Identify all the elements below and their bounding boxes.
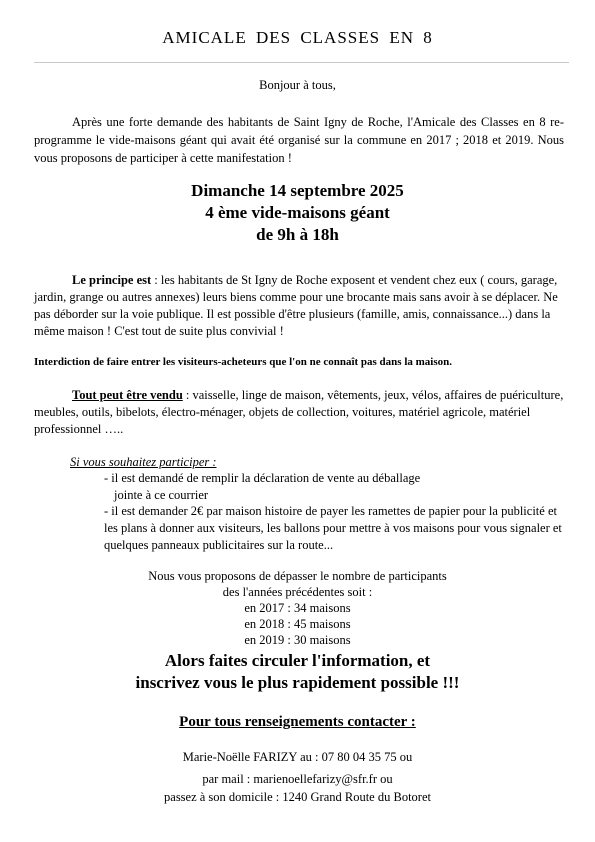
event-block <box>0 180 595 246</box>
intro-paragraph: Après une forte demande des habitants de Saint Igny de Roche, l'Amicale des Classes en 8 re-programme le vide-maisons géant qui avait été organisé sur la commune en 2017 ; 2018 et 2019. Nous vous proposons de participer à cette manifestation ! <box>34 115 564 165</box>
greeting: Bonjour à tous, <box>259 78 336 92</box>
event-date: Dimanche 14 septembre 2025 <box>191 181 404 200</box>
principe-text: : les habitants de St Igny de Roche exposent et vendent chez eux ( cours, garage, jardin, grange ou autres annexes) leurs biens comme pour une brocante mais sans avoir à se déplacer. Ne pas déborder sur la voie publique. Il est possible d'être plusieurs (famille, amis, connaissance...) dans la même maison ! C'est tout de suite plus convivial ! <box>34 273 558 338</box>
participer-label: Si vous souhaitez participer : <box>70 455 217 469</box>
principe-label: Le principe est <box>72 273 152 287</box>
call-to-action <box>0 650 595 694</box>
stats-year-2017: en 2017 : 34 maisons <box>244 601 351 615</box>
contact-heading-text: Pour tous renseignements contacter : <box>179 714 416 730</box>
stats-block <box>0 568 595 648</box>
page-title: AMICALE DES CLASSES EN 8 <box>162 28 433 47</box>
cta-line-1: Alors faites circuler l'information, et <box>164 651 431 670</box>
contact-mail: par mail : marienoellefarizy@sfr.fr ou <box>202 772 393 786</box>
interdiction-notice: Interdiction de faire entrer les visiteurs-acheteurs que l'on ne connaît pas dans la maison. <box>34 356 452 368</box>
cta-line-2: inscrivez vous le plus rapidement possible !!! <box>135 673 460 692</box>
vendu-paragraph <box>34 387 564 438</box>
contact-address: passez à son domicile : 1240 Grand Route du Botoret <box>164 790 431 804</box>
participer-line-3: - il est demander 2€ par maison histoire de payer les ramettes de papier pour la publicité et les plans à donner aux visiteurs, les ballons pour mettre à vos maisons pour vous signaler et quelques panneaux publicitaires sur la route... <box>104 504 562 552</box>
contact-heading <box>0 714 595 731</box>
stats-year-2019: en 2019 : 30 maisons <box>244 633 351 647</box>
stats-line-1: Nous vous proposons de dépasser le nombre de participants <box>148 569 447 583</box>
header-divider <box>34 62 569 63</box>
stats-year-2018: en 2018 : 45 maisons <box>244 617 351 631</box>
vendu-label: Tout peut être vendu <box>72 388 183 402</box>
stats-line-2: des l'années précédentes soit : <box>222 585 373 599</box>
participer-line-1: - il est demandé de remplir la déclaration de vente au déballage <box>104 471 421 485</box>
event-name: 4 ème vide-maisons géant <box>205 203 390 222</box>
contact-phone: Marie-Noëlle FARIZY au : 07 80 04 35 75 ou <box>182 750 413 764</box>
principe-paragraph <box>34 272 564 340</box>
participer-line-2: jointe à ce courrier <box>114 488 209 502</box>
vendu-text: : vaisselle, linge de maison, vêtements, jeux, vélos, affaires de puériculture, meubles, outils, bibelots, électro-ménager, objets de collection, voitures, matériel agricole, matériel professionnel ….. <box>34 388 564 436</box>
event-hours: de 9h à 18h <box>256 225 339 244</box>
